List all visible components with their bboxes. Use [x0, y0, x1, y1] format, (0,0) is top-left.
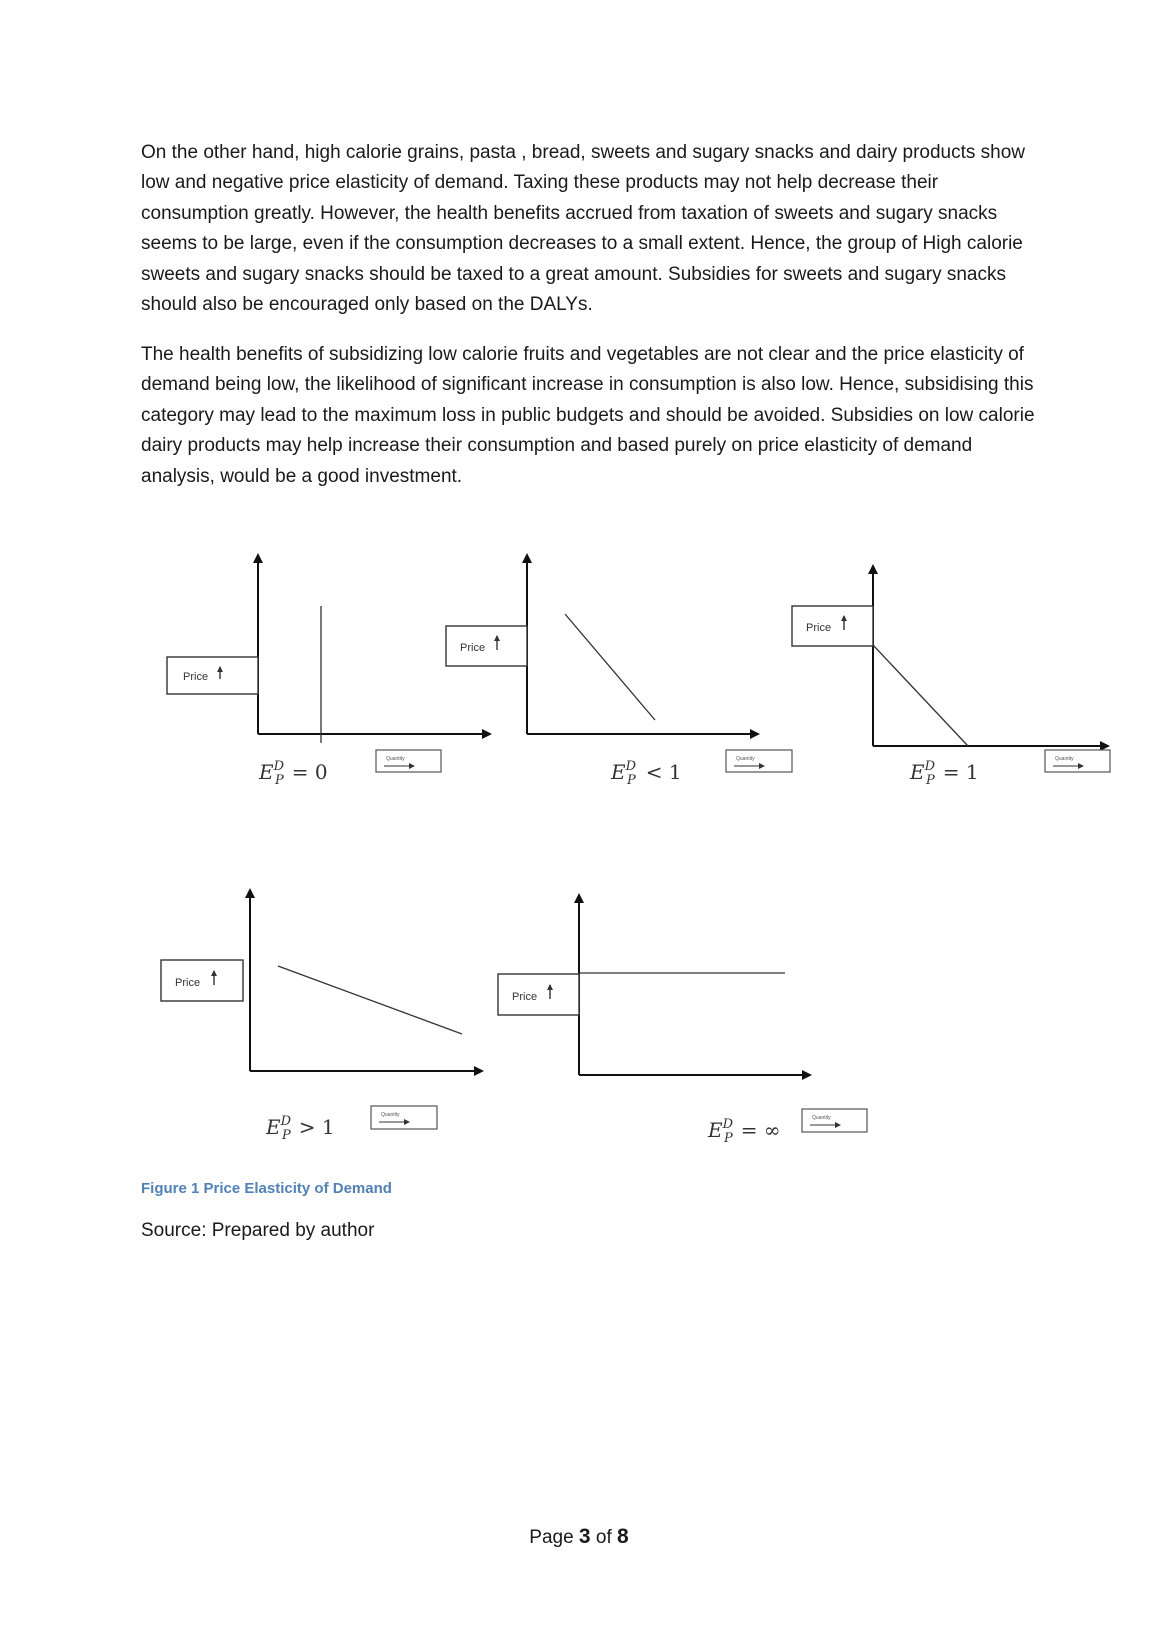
price-label: Price: [175, 977, 201, 989]
panel-elastic: [161, 890, 482, 1143]
quantity-label: Quantity: [381, 1112, 400, 1118]
page-prefix: Page: [529, 1527, 574, 1548]
figure-caption: Figure 1 Price Elasticity of Demand: [141, 1180, 392, 1197]
price-label-box: [161, 960, 243, 1001]
paragraph-2: The health benefits of subsidizing low calorie fruits and vegetables are not clear and the price elasticity of demand being low, the likelihood of significant increase in consumption is also low. Hence, subsidising this category may lead to the maximum loss in public budgets and should be avoided. Subsidies on low calorie dairy products may help increase their consumption and based purely on price elasticity of demand analysis, would be a good investment.: [141, 344, 1035, 487]
panel-unit-elastic: [792, 566, 1110, 788]
page-current: 3: [578, 1525, 591, 1548]
elasticity-formula: $E^D$ P = 1: [910, 759, 979, 788]
price-label-box: [446, 626, 527, 666]
page-total: 8: [617, 1525, 629, 1548]
price-label: Price: [183, 671, 209, 683]
price-label-box: [498, 974, 579, 1015]
page-footer: [0, 1525, 1158, 1549]
quantity-label-box: [371, 1106, 437, 1129]
demand-curve-unit: [873, 645, 968, 746]
panel-perfectly-elastic: [498, 895, 867, 1146]
price-label: Price: [512, 991, 538, 1003]
price-label: Price: [460, 642, 486, 654]
quantity-label-box: [726, 750, 792, 772]
price-label: Price: [806, 622, 832, 634]
page-separator: of: [595, 1527, 612, 1548]
demand-curve-steep: [565, 614, 655, 720]
panel-inelastic: [446, 555, 792, 788]
quantity-label-box: [802, 1109, 867, 1132]
quantity-label-box: [1045, 750, 1110, 772]
quantity-label-box: [376, 750, 441, 772]
elasticity-formula: $E^D$ P = 0: [259, 759, 328, 788]
quantity-label: Quantity: [1055, 756, 1074, 762]
quantity-label: Quantity: [386, 756, 405, 762]
demand-curve-flat: [278, 966, 462, 1034]
panel-perfectly-inelastic: [167, 555, 490, 788]
paragraph-1: On the other hand, high calorie grains, pasta , bread, sweets and sugary snacks and dairy products show low and negative price elasticity of demand. Taxing these products may not help decrease their consumption greatly. However, the health benefits accrued from taxation of sweets and sugary snacks seems to be large, even if the consumption decreases to a small extent. Hence, the group of High calorie sweets and sugary snacks should be taxed to a great amount. Subsidies for sweets and sugary snacks should also be encouraged only based on the DALYs.: [141, 142, 1026, 316]
elasticity-formula: $E^D$ P = ∞: [708, 1117, 781, 1146]
figure-source: Source: Prepared by author: [141, 1220, 375, 1241]
quantity-label: Quantity: [812, 1115, 831, 1121]
price-label-box: [167, 657, 258, 694]
quantity-label: Quantity: [736, 756, 755, 762]
elasticity-formula: $E^D$ P < 1: [611, 759, 682, 788]
elasticity-formula: $E^D$ P > 1: [266, 1114, 335, 1143]
price-label-box: [792, 606, 873, 646]
